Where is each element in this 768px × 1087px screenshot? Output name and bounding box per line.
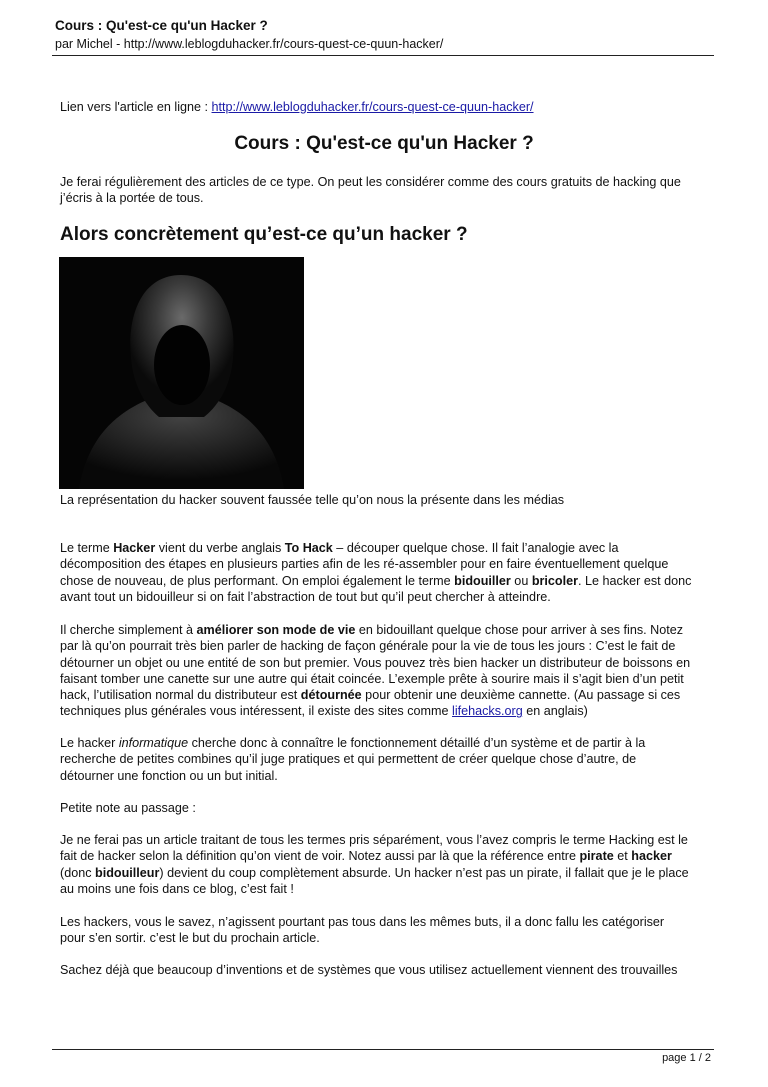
text-segment: par là qu’on pourrait très bien parler de hacking de façon générale pour la vie de tous les jours : C’est le fait de bbox=[60, 639, 676, 654]
article-title: Cours : Qu'est-ce qu'un Hacker ? bbox=[234, 133, 534, 154]
section-heading: Alors concrètement qu’est-ce qu’un hacker ? bbox=[60, 224, 468, 245]
text-segment: Il cherche simplement à bbox=[60, 623, 197, 637]
text-segment: j’écris à la portée de tous. bbox=[60, 191, 204, 206]
bold-text: Hacker bbox=[113, 541, 156, 555]
text-segment: en bidouillant quelque chose pour arriver à ses fins. Notez bbox=[355, 623, 684, 637]
page-number: page 1 / 2 bbox=[662, 1052, 711, 1064]
text-line bbox=[60, 687, 690, 703]
text-line bbox=[60, 865, 689, 881]
text-segment: . Le hacker est donc bbox=[578, 573, 692, 588]
hooded-hacker-image bbox=[59, 257, 304, 489]
text-segment: au moins une fois dans ce blog, c’est fait ! bbox=[60, 881, 294, 896]
bold-text: To Hack bbox=[284, 541, 333, 555]
text-line bbox=[60, 638, 690, 654]
text-segment: chose de nouveau, de plus performant. On emploi également le terme bbox=[60, 573, 455, 588]
document-header-subtitle: par Michel - http://www.leblogduhacker.fr/cours-quest-ce-quun-hacker/ bbox=[55, 37, 444, 51]
online-article-link[interactable]: http://www.leblogduhacker.fr/cours-quest-ce-quun-hacker/ bbox=[211, 100, 534, 114]
online-link-label: Lien vers l'article en ligne : bbox=[60, 100, 212, 114]
text-segment: Le hacker bbox=[60, 736, 119, 750]
paragraph bbox=[60, 832, 689, 897]
footer-divider bbox=[52, 1049, 714, 1050]
text-segment: recherche de petites combines qu’il juge pratiques et qui permettent de créer quelque chose d’autre, de bbox=[60, 752, 637, 767]
text-segment: détourner un objet ou une entité de son but premier. Vous pouvez très bien hacker un distributeur de boissons en bbox=[60, 655, 691, 670]
italic-text: informatique bbox=[118, 736, 189, 750]
paragraph bbox=[60, 174, 681, 207]
text-segment: décomposition des étapes en plusieurs parties afin de les ré-assembler pour en faire éventuellement quelque bbox=[60, 557, 669, 572]
text-segment: Je ferai régulièrement des articles de ce type. On peut les considérer comme des cours gratuits de hacking que bbox=[60, 175, 681, 189]
text-line bbox=[60, 573, 691, 589]
text-line bbox=[60, 768, 645, 784]
text-segment: et bbox=[613, 849, 632, 864]
text-line bbox=[60, 703, 690, 719]
text-line bbox=[60, 881, 689, 897]
text-line bbox=[60, 655, 690, 671]
bold-text: bidouiller bbox=[454, 573, 511, 588]
paragraph bbox=[60, 735, 645, 784]
text-segment: hack, l’utilisation normal du distributeur est bbox=[60, 688, 301, 703]
text-segment: ou bbox=[510, 573, 532, 588]
text-segment: en anglais) bbox=[522, 704, 588, 719]
header-divider bbox=[52, 55, 714, 56]
text-line bbox=[60, 190, 681, 206]
bold-text: améliorer son mode de vie bbox=[196, 623, 356, 637]
paragraph bbox=[60, 914, 664, 947]
text-segment: vient du verbe anglais bbox=[155, 541, 285, 555]
text-segment: cherche donc à connaître le fonctionnement détaillé d’un système et de partir à la bbox=[188, 736, 646, 750]
document-header-title: Cours : Qu'est-ce qu'un Hacker ? bbox=[55, 18, 268, 33]
text-segment: – découper quelque chose. Il fait l’analogie avec la bbox=[332, 541, 619, 555]
text-line bbox=[60, 589, 691, 605]
bold-text: bricoler bbox=[531, 573, 579, 588]
text-line bbox=[60, 174, 681, 190]
text-line bbox=[60, 962, 677, 978]
paragraph bbox=[60, 622, 690, 720]
text-line bbox=[60, 848, 689, 864]
text-line bbox=[60, 671, 690, 687]
text-segment: pour s’en sortir. c’est le but du prochain article. bbox=[60, 931, 320, 946]
text-segment: Petite note au passage : bbox=[60, 801, 196, 815]
bold-text: détournée bbox=[300, 688, 362, 703]
text-line bbox=[60, 622, 690, 638]
text-line bbox=[60, 751, 645, 767]
text-segment: (donc bbox=[60, 865, 96, 880]
bold-text: pirate bbox=[579, 849, 614, 864]
text-line bbox=[60, 930, 664, 946]
text-segment: Les hackers, vous le savez, n’agissent pourtant pas tous dans les mêmes buts, il a donc fallu les catégoriser bbox=[60, 915, 665, 929]
text-segment: ) devient du coup complètement absurde. Un hacker n’est pas un pirate, il fallait que je le place bbox=[159, 865, 689, 880]
text-line bbox=[60, 556, 691, 572]
text-segment: Sachez déjà que beaucoup d’inventions et de systèmes que vous utilisez actuellement viennent des trouvailles bbox=[60, 963, 678, 977]
text-segment: Je ne ferai pas un article traitant de tous les termes pris séparément, vous l’avez compris le terme Hacking est le bbox=[60, 833, 688, 847]
paragraph bbox=[60, 540, 691, 605]
bold-text: bidouilleur bbox=[95, 865, 160, 880]
text-segment: fait de hacker selon la définition qu’on vient de voir. Notez aussi par là que la référence entre bbox=[60, 849, 580, 864]
paragraph bbox=[60, 962, 677, 978]
inline-link[interactable]: lifehacks.org bbox=[452, 704, 523, 719]
text-segment: pour obtenir une deuxième cannette. (Au passage si ces bbox=[361, 688, 681, 703]
paragraph bbox=[60, 800, 196, 816]
text-segment: avant tout un bidouilleur si on fait l’abstraction de tout but qu’il peut chercher à atteindre. bbox=[60, 589, 551, 604]
image-caption: La représentation du hacker souvent faussée telle qu’on nous la présente dans les médias bbox=[60, 493, 565, 507]
bold-text: hacker bbox=[631, 849, 672, 864]
text-line bbox=[60, 540, 691, 556]
text-segment: détourner une fonction ou un but initial. bbox=[60, 768, 278, 783]
text-line bbox=[60, 735, 645, 751]
text-segment: Le terme bbox=[60, 541, 114, 555]
text-line bbox=[60, 800, 196, 816]
online-link-line bbox=[60, 99, 534, 115]
text-line bbox=[60, 914, 664, 930]
text-segment: faisant tomber une canette sur une autre qui était coincée. L’exemple prête à sourire mais il s’agit bien d’un petit bbox=[60, 671, 684, 686]
text-segment: techniques plus générales vous intéressent, il existe des sites comme bbox=[60, 704, 453, 719]
text-line bbox=[60, 832, 689, 848]
